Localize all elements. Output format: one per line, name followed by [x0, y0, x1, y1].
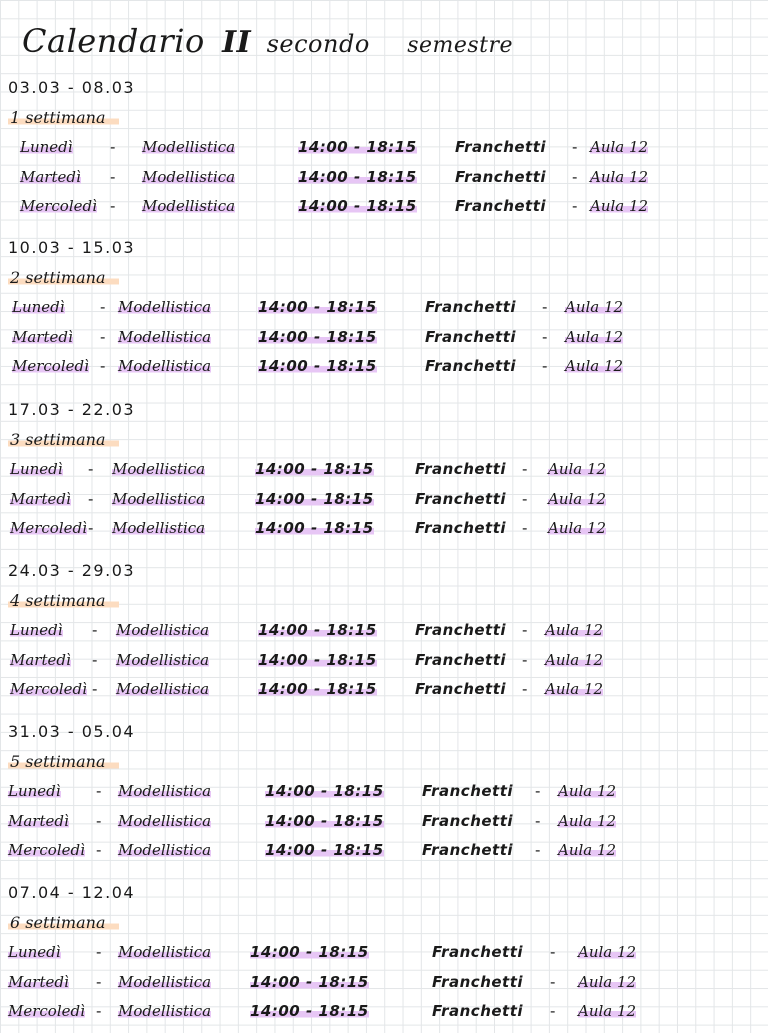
- room-cell: Aula 12: [578, 943, 637, 961]
- course-cell: Modellistica: [116, 651, 210, 669]
- course-cell: Modellistica: [142, 138, 236, 156]
- time-cell: 14:00 - 18:15: [258, 357, 377, 375]
- separator-dash: -: [535, 782, 541, 800]
- title-roman-numeral: II: [222, 25, 252, 60]
- schedule-row: [0, 621, 768, 645]
- time-cell: 14:00 - 18:15: [258, 328, 377, 346]
- separator-dash: -: [110, 168, 116, 186]
- time-cell: 14:00 - 18:15: [298, 168, 417, 186]
- day-cell: Mercoledì: [10, 680, 87, 698]
- teacher-cell: Franchetti: [432, 973, 524, 991]
- room-cell: Aula 12: [578, 1002, 637, 1020]
- separator-dash: -: [96, 973, 102, 991]
- time-cell: 14:00 - 18:15: [255, 490, 374, 508]
- schedule-row: [0, 812, 768, 836]
- teacher-cell: Franchetti: [455, 197, 547, 215]
- day-cell: Martedì: [12, 328, 73, 346]
- schedule-row: [0, 328, 768, 352]
- room-cell: Aula 12: [590, 197, 649, 215]
- title-secondo: secondo: [266, 30, 370, 58]
- room-cell: Aula 12: [545, 680, 604, 698]
- time-cell: 14:00 - 18:15: [250, 943, 369, 961]
- time-cell: 14:00 - 18:15: [255, 460, 374, 478]
- separator-dash: -: [535, 841, 541, 859]
- time-cell: 14:00 - 18:15: [250, 1002, 369, 1020]
- course-cell: Modellistica: [118, 812, 212, 830]
- room-cell: Aula 12: [565, 357, 624, 375]
- time-cell: 14:00 - 18:15: [298, 138, 417, 156]
- day-cell: Mercoledì: [8, 841, 85, 859]
- week-block: [0, 883, 768, 1033]
- week-label-text: 5 settimana: [8, 752, 119, 771]
- teacher-cell: Franchetti: [415, 519, 507, 537]
- time-cell: 14:00 - 18:15: [255, 519, 374, 537]
- separator-dash: -: [96, 1002, 102, 1020]
- course-cell: Modellistica: [112, 519, 206, 537]
- room-cell: Aula 12: [545, 651, 604, 669]
- time-cell: 14:00 - 18:15: [265, 812, 384, 830]
- week-dates: 03.03 - 08.03: [8, 78, 136, 97]
- title-calendario: Calendario: [22, 22, 205, 60]
- separator-dash: -: [522, 460, 528, 478]
- course-cell: Modellistica: [118, 841, 212, 859]
- day-cell: Mercoledì: [20, 197, 97, 215]
- room-cell: Aula 12: [558, 841, 617, 859]
- separator-dash: -: [522, 621, 528, 639]
- separator-dash: -: [92, 651, 98, 669]
- separator-dash: -: [522, 519, 528, 537]
- schedule-row: [0, 782, 768, 806]
- time-cell: 14:00 - 18:15: [250, 973, 369, 991]
- title-semestre: semestre: [407, 33, 514, 58]
- course-cell: Modellistica: [118, 1002, 212, 1020]
- time-cell: 14:00 - 18:15: [258, 621, 377, 639]
- separator-dash: -: [522, 490, 528, 508]
- week-label-text: 1 settimana: [8, 108, 119, 127]
- week-dates: 07.04 - 12.04: [8, 883, 136, 902]
- week-label-text: 2 settimana: [8, 268, 119, 287]
- course-cell: Modellistica: [118, 298, 212, 316]
- course-cell: Modellistica: [112, 460, 206, 478]
- teacher-cell: Franchetti: [455, 168, 547, 186]
- week-label: [8, 752, 119, 771]
- course-cell: Modellistica: [116, 621, 210, 639]
- separator-dash: -: [100, 298, 106, 316]
- teacher-cell: Franchetti: [425, 357, 517, 375]
- day-cell: Martedì: [10, 651, 71, 669]
- day-cell: Martedì: [10, 490, 71, 508]
- teacher-cell: Franchetti: [415, 621, 507, 639]
- teacher-cell: Franchetti: [455, 138, 547, 156]
- separator-dash: -: [550, 1002, 556, 1020]
- separator-dash: -: [92, 621, 98, 639]
- room-cell: Aula 12: [558, 812, 617, 830]
- teacher-cell: Franchetti: [432, 1002, 524, 1020]
- time-cell: 14:00 - 18:15: [265, 782, 384, 800]
- room-cell: Aula 12: [590, 138, 649, 156]
- separator-dash: -: [88, 460, 94, 478]
- separator-dash: -: [96, 782, 102, 800]
- room-cell: Aula 12: [565, 298, 624, 316]
- week-label-text: 4 settimana: [8, 591, 119, 610]
- week-label-text: 3 settimana: [8, 430, 119, 449]
- separator-dash: -: [96, 943, 102, 961]
- day-cell: Mercoledì: [10, 519, 87, 537]
- teacher-cell: Franchetti: [422, 782, 514, 800]
- course-cell: Modellistica: [118, 943, 212, 961]
- separator-dash: -: [542, 357, 548, 375]
- schedule-row: [0, 357, 768, 381]
- week-block: [0, 238, 768, 388]
- teacher-cell: Franchetti: [422, 841, 514, 859]
- day-cell: Martedì: [8, 812, 69, 830]
- schedule-row: [0, 490, 768, 514]
- course-cell: Modellistica: [118, 328, 212, 346]
- time-cell: 14:00 - 18:15: [258, 651, 377, 669]
- day-cell: Lunedì: [10, 460, 63, 478]
- page-title: [22, 22, 513, 60]
- schedule-row: [0, 973, 768, 997]
- schedule-row: [0, 651, 768, 675]
- separator-dash: -: [542, 298, 548, 316]
- day-cell: Lunedì: [8, 943, 61, 961]
- separator-dash: -: [522, 680, 528, 698]
- course-cell: Modellistica: [116, 680, 210, 698]
- day-cell: Lunedì: [10, 621, 63, 639]
- course-cell: Modellistica: [142, 197, 236, 215]
- teacher-cell: Franchetti: [425, 328, 517, 346]
- week-block: [0, 78, 768, 228]
- room-cell: Aula 12: [565, 328, 624, 346]
- time-cell: 14:00 - 18:15: [265, 841, 384, 859]
- time-cell: 14:00 - 18:15: [258, 298, 377, 316]
- teacher-cell: Franchetti: [415, 460, 507, 478]
- week-block: [0, 400, 768, 550]
- week-dates: 31.03 - 05.04: [8, 722, 136, 741]
- week-block: [0, 722, 768, 872]
- separator-dash: -: [572, 138, 578, 156]
- week-dates: 10.03 - 15.03: [8, 238, 136, 257]
- teacher-cell: Franchetti: [415, 490, 507, 508]
- separator-dash: -: [572, 197, 578, 215]
- schedule-row: [0, 197, 768, 221]
- week-label: [8, 430, 119, 449]
- schedule-row: [0, 519, 768, 543]
- separator-dash: -: [522, 651, 528, 669]
- teacher-cell: Franchetti: [415, 680, 507, 698]
- schedule-row: [0, 1002, 768, 1026]
- teacher-cell: Franchetti: [425, 298, 517, 316]
- teacher-cell: Franchetti: [422, 812, 514, 830]
- teacher-cell: Franchetti: [415, 651, 507, 669]
- separator-dash: -: [92, 680, 98, 698]
- day-cell: Lunedì: [20, 138, 73, 156]
- day-cell: Mercoledì: [12, 357, 89, 375]
- day-cell: Lunedì: [8, 782, 61, 800]
- room-cell: Aula 12: [578, 973, 637, 991]
- week-dates: 17.03 - 22.03: [8, 400, 136, 419]
- day-cell: Martedì: [8, 973, 69, 991]
- week-dates: 24.03 - 29.03: [8, 561, 136, 580]
- schedule-row: [0, 680, 768, 704]
- room-cell: Aula 12: [548, 490, 607, 508]
- separator-dash: -: [550, 943, 556, 961]
- schedule-row: [0, 138, 768, 162]
- separator-dash: -: [572, 168, 578, 186]
- day-cell: Martedì: [20, 168, 81, 186]
- schedule-row: [0, 943, 768, 967]
- separator-dash: -: [88, 490, 94, 508]
- week-label: [8, 268, 119, 287]
- room-cell: Aula 12: [548, 519, 607, 537]
- course-cell: Modellistica: [118, 357, 212, 375]
- room-cell: Aula 12: [590, 168, 649, 186]
- separator-dash: -: [110, 197, 116, 215]
- schedule-row: [0, 460, 768, 484]
- time-cell: 14:00 - 18:15: [298, 197, 417, 215]
- week-label: [8, 591, 119, 610]
- separator-dash: -: [96, 812, 102, 830]
- separator-dash: -: [550, 973, 556, 991]
- time-cell: 14:00 - 18:15: [258, 680, 377, 698]
- course-cell: Modellistica: [118, 973, 212, 991]
- separator-dash: -: [542, 328, 548, 346]
- separator-dash: -: [96, 841, 102, 859]
- room-cell: Aula 12: [545, 621, 604, 639]
- week-label: [8, 913, 119, 932]
- week-label-text: 6 settimana: [8, 913, 119, 932]
- separator-dash: -: [535, 812, 541, 830]
- week-label: [8, 108, 119, 127]
- day-cell: Mercoledì: [8, 1002, 85, 1020]
- schedule-row: [0, 841, 768, 865]
- day-cell: Lunedì: [12, 298, 65, 316]
- separator-dash: -: [100, 357, 106, 375]
- week-block: [0, 561, 768, 711]
- schedule-row: [0, 298, 768, 322]
- separator-dash: -: [100, 328, 106, 346]
- room-cell: Aula 12: [548, 460, 607, 478]
- course-cell: Modellistica: [142, 168, 236, 186]
- separator-dash: -: [88, 519, 94, 537]
- course-cell: Modellistica: [112, 490, 206, 508]
- schedule-row: [0, 168, 768, 192]
- separator-dash: -: [110, 138, 116, 156]
- teacher-cell: Franchetti: [432, 943, 524, 961]
- course-cell: Modellistica: [118, 782, 212, 800]
- room-cell: Aula 12: [558, 782, 617, 800]
